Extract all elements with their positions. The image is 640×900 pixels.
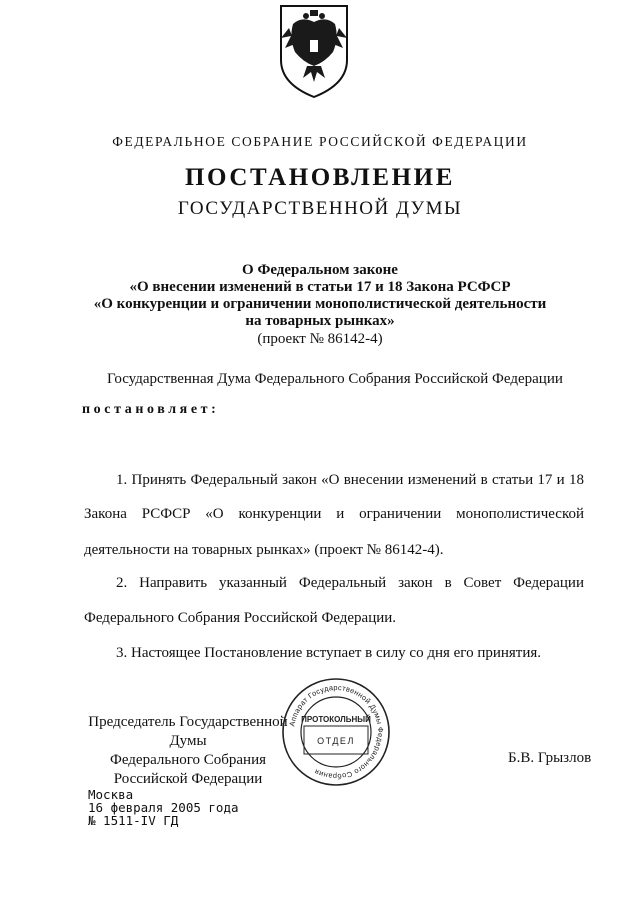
signatory-name: Б.В. Грызлов xyxy=(508,750,592,766)
decrees-word: постановляет: xyxy=(82,402,220,417)
footer-date: 16 февраля 2005 года xyxy=(88,800,239,815)
footer-city: Москва xyxy=(88,787,134,802)
stamp-center-top: ПРОТОКОЛЬНЫЙ xyxy=(301,715,371,724)
intro-text: Государственная Дума Федерального Собрания Российской Федерации xyxy=(107,371,563,387)
paragraph-3: 3. Настоящее Постановление вступает в силу со дня его принятия. xyxy=(116,645,542,661)
title-line: «О конкуренции и ограничении монополистической деятельности xyxy=(93,296,547,312)
paragraph-2-line: Федерального Собрания Российской Федерации. xyxy=(84,610,397,626)
stamp-center-bottom: ОТДЕЛ xyxy=(317,736,355,746)
footer-number: № 1511-IV ГД xyxy=(88,813,179,828)
signatory-title xyxy=(88,713,288,789)
paragraph-1-line: 1. Принять Федеральный закон «О внесении изменений в статьи 17 и 18 xyxy=(116,472,584,488)
title-line: на товарных рынках» xyxy=(245,313,395,329)
coat-of-arms-emblem-icon xyxy=(277,2,351,100)
paragraph-2-line: 2. Направить указанный Федеральный закон в Совет Федерации xyxy=(116,575,584,591)
title-line: О Федеральном законе xyxy=(242,262,398,278)
document-type-heading: ПОСТАНОВЛЕНИЕ xyxy=(184,164,456,191)
paragraph-1-line: Закона РСФСР «О конкуренции и ограничении монополистической xyxy=(84,506,584,522)
document-subtype-heading: ГОСУДАРСТВЕННОЙ ДУМЫ xyxy=(177,198,463,219)
signatory-title-line: Федерального Собрания xyxy=(109,752,267,768)
project-number: (проект № 86142-4) xyxy=(257,331,383,347)
official-seal-stamp-icon xyxy=(280,676,392,788)
stamp-ring-text: Аппарат Государственной Думы Федерального Собрания xyxy=(287,682,386,782)
title-line: «О внесении изменений в статьи 17 и 18 Закона РСФСР xyxy=(129,279,511,295)
signatory-title-line: Председатель Государственной Думы xyxy=(88,714,288,749)
paragraph-1-line: деятельности на товарных рынках» (проект № 86142-4). xyxy=(84,542,444,558)
signatory-title-line: Российской Федерации xyxy=(113,771,263,787)
organization-heading: ФЕДЕРАЛЬНОЕ СОБРАНИЕ РОССИЙСКОЙ ФЕДЕРАЦИИ xyxy=(112,134,528,149)
